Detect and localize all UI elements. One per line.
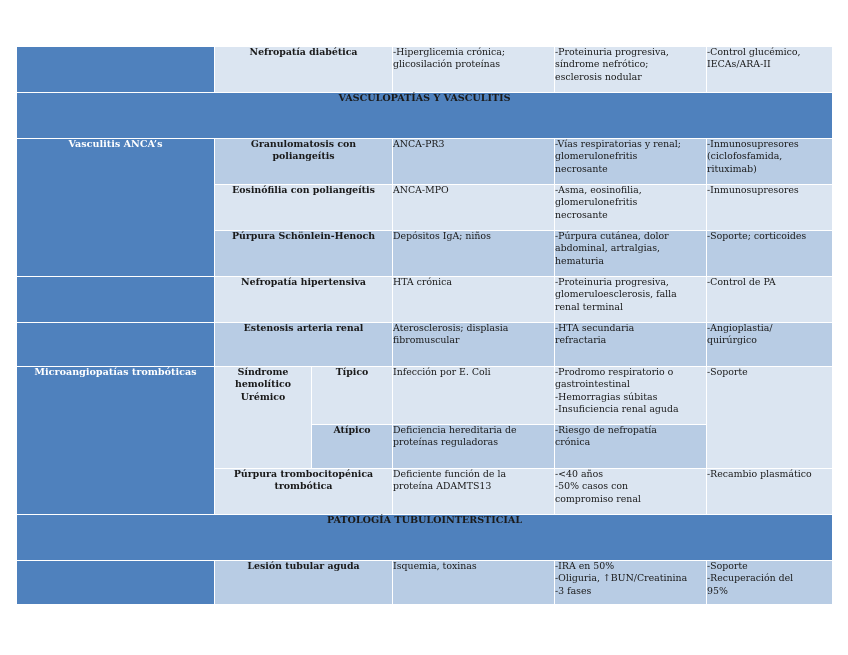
treatment-cell — [707, 367, 833, 469]
cause-line: glicosilación proteínas — [393, 59, 501, 71]
findings-line: -Insuficiencia renal aguda — [555, 404, 679, 416]
treatment-line: quirúrgico — [707, 335, 757, 347]
findings-line: -<40 años — [555, 469, 604, 480]
disease-name: Nefropatía hipertensiva — [215, 277, 393, 323]
disease-name: Púrpura Schönlein-Henoch — [215, 231, 393, 277]
findings-cell — [555, 139, 707, 185]
treatment-line: -Control de PA — [707, 277, 776, 288]
findings-line: crónica — [555, 437, 591, 449]
treatment-line: -Inmunosupresores — [707, 139, 799, 150]
findings-line: glomeruloesclerosis, falla — [555, 289, 677, 301]
disease-name-line: trombótica — [274, 481, 333, 493]
cause-cell — [393, 277, 555, 323]
treatment-line: -Soporte — [707, 561, 748, 572]
findings-line: compromiso renal — [555, 493, 641, 505]
cause-line: Aterosclerosis; displasia — [393, 323, 509, 334]
row-lesion-tubular-aguda — [17, 561, 833, 605]
treatment-cell — [707, 139, 833, 185]
treatment-line: rituximab) — [707, 163, 757, 175]
row-nefropatia-hipertensiva — [17, 277, 833, 323]
disease-name-line: poliangeítis — [272, 151, 335, 163]
treatment-line: -Recuperación del — [707, 573, 794, 585]
cause-line: Depósitos IgA; niños — [393, 231, 491, 242]
findings-line: -Oliguria, ↑BUN/Creatinina — [555, 573, 688, 585]
treatment-line: (ciclofosfamida, — [707, 151, 783, 163]
treatment-line: -Recambio plasmático — [707, 469, 812, 480]
cause-cell — [393, 367, 555, 425]
findings-line: glomerulonefritis — [555, 151, 638, 163]
section-header-row — [17, 515, 833, 561]
findings-cell — [555, 367, 707, 425]
treatment-cell — [707, 469, 833, 515]
findings-line: gastrointestinal — [555, 379, 630, 391]
findings-line: necrosante — [555, 209, 608, 221]
treatment-cell — [707, 47, 833, 93]
cause-line: fibromuscular — [393, 335, 460, 347]
row-granulomatosis — [17, 139, 833, 185]
disease-name-line: Síndrome — [237, 367, 289, 378]
treatment-line: IECAs/ARA-II — [707, 59, 771, 71]
findings-line: glomerulonefritis — [555, 197, 638, 209]
treatment-line: -Soporte; corticoides — [707, 231, 807, 242]
disease-name-shu — [215, 367, 312, 469]
disease-name — [215, 469, 393, 515]
cause-cell — [393, 561, 555, 605]
findings-line: síndrome nefrótico; — [555, 59, 649, 71]
findings-line: -Asma, eosinofilia, — [555, 185, 642, 196]
treatment-cell — [707, 323, 833, 367]
findings-line: esclerosis nodular — [555, 71, 642, 83]
findings-line: -IRA en 50% — [555, 561, 615, 572]
disease-name-line: Urémico — [240, 391, 286, 403]
findings-line: -Prodromo respiratorio o — [555, 367, 674, 378]
category-cell-empty — [17, 323, 215, 367]
cause-line: Isquemia, toxinas — [393, 561, 477, 572]
disease-name-line: Púrpura trombocitopénica — [233, 469, 374, 480]
subtype-tipico: Típico — [312, 367, 393, 425]
section-title-tubulointersticial: PATOLOGÍA TUBULOINTERSTICIAL — [17, 515, 833, 561]
category-cell-empty — [17, 561, 215, 605]
category-microangiopatias: Microangiopatías trombóticas — [17, 367, 215, 515]
cause-cell — [393, 231, 555, 277]
findings-cell — [555, 469, 707, 515]
cause-line: Deficiencia hereditaria de — [393, 425, 517, 436]
cause-line: proteínas reguladoras — [393, 437, 499, 449]
findings-line: -Proteinuria progresiva, — [555, 277, 669, 288]
cause-cell — [393, 425, 555, 469]
section-title-vasculopatias: VASCULOPATÍAS Y VASCULITIS — [17, 93, 833, 139]
findings-line: -50% casos con — [555, 481, 629, 493]
subtype-atipico: Atípico — [312, 425, 393, 469]
category-cell-empty — [17, 47, 215, 93]
treatment-cell — [707, 277, 833, 323]
disease-name: Eosinófilia con poliangeítis — [215, 185, 393, 231]
treatment-cell — [707, 231, 833, 277]
findings-line: -Riesgo de nefropatía — [555, 425, 657, 436]
findings-line: -Púrpura cutánea, dolor — [555, 231, 669, 242]
findings-cell — [555, 185, 707, 231]
row-nefropatia-diabetica — [17, 47, 833, 93]
nephropathy-table — [16, 46, 833, 605]
category-cell-empty — [17, 277, 215, 323]
cause-cell — [393, 139, 555, 185]
cause-line: proteína ADAMTS13 — [393, 481, 492, 493]
findings-cell — [555, 561, 707, 605]
findings-cell — [555, 47, 707, 93]
cause-cell — [393, 323, 555, 367]
findings-line: renal terminal — [555, 301, 623, 313]
disease-name-line: hemolítico — [235, 379, 291, 391]
row-shu-tipico — [17, 367, 833, 425]
cause-line: -Hiperglicemia crónica; — [393, 47, 506, 58]
cause-line: ANCA-MPO — [393, 185, 449, 196]
findings-cell — [555, 231, 707, 277]
findings-line: necrosante — [555, 163, 608, 175]
cause-line: Deficiente función de la — [393, 469, 507, 480]
section-header-row — [17, 93, 833, 139]
cause-line: HTA crónica — [393, 277, 452, 288]
findings-line: abdominal, artralgias, — [555, 243, 661, 255]
category-vasculitis-anca: Vasculitis ANCA’s — [17, 139, 215, 277]
disease-name: Nefropatía diabética — [215, 47, 393, 93]
findings-line: -Hemorragias súbitas — [555, 391, 658, 403]
findings-line: -HTA secundaria — [555, 323, 635, 334]
cause-line: ANCA-PR3 — [393, 139, 445, 150]
treatment-line: -Inmunosupresores — [707, 185, 799, 196]
treatment-cell — [707, 561, 833, 605]
treatment-line: 95% — [707, 585, 728, 597]
findings-cell — [555, 323, 707, 367]
disease-name: Estenosis arteria renal — [215, 323, 393, 367]
findings-line: refractaria — [555, 335, 607, 347]
findings-line: hematuria — [555, 255, 604, 267]
treatment-line: -Control glucémico, — [707, 47, 801, 58]
row-estenosis-arteria-renal — [17, 323, 833, 367]
cause-cell — [393, 185, 555, 231]
findings-line: -Proteinuria progresiva, — [555, 47, 669, 58]
findings-line: -Vías respiratorias y renal; — [555, 139, 681, 150]
treatment-line: -Soporte — [707, 367, 748, 378]
disease-name: Lesión tubular aguda — [215, 561, 393, 605]
cause-cell — [393, 47, 555, 93]
disease-name-line: Granulomatosis con — [250, 139, 357, 150]
treatment-cell — [707, 185, 833, 231]
treatment-line: -Angioplastia/ — [707, 323, 773, 334]
findings-line: -3 fases — [555, 585, 592, 597]
findings-cell — [555, 425, 707, 469]
cause-line: Infección por E. Coli — [393, 367, 491, 378]
findings-cell — [555, 277, 707, 323]
cause-cell — [393, 469, 555, 515]
disease-name — [215, 139, 393, 185]
